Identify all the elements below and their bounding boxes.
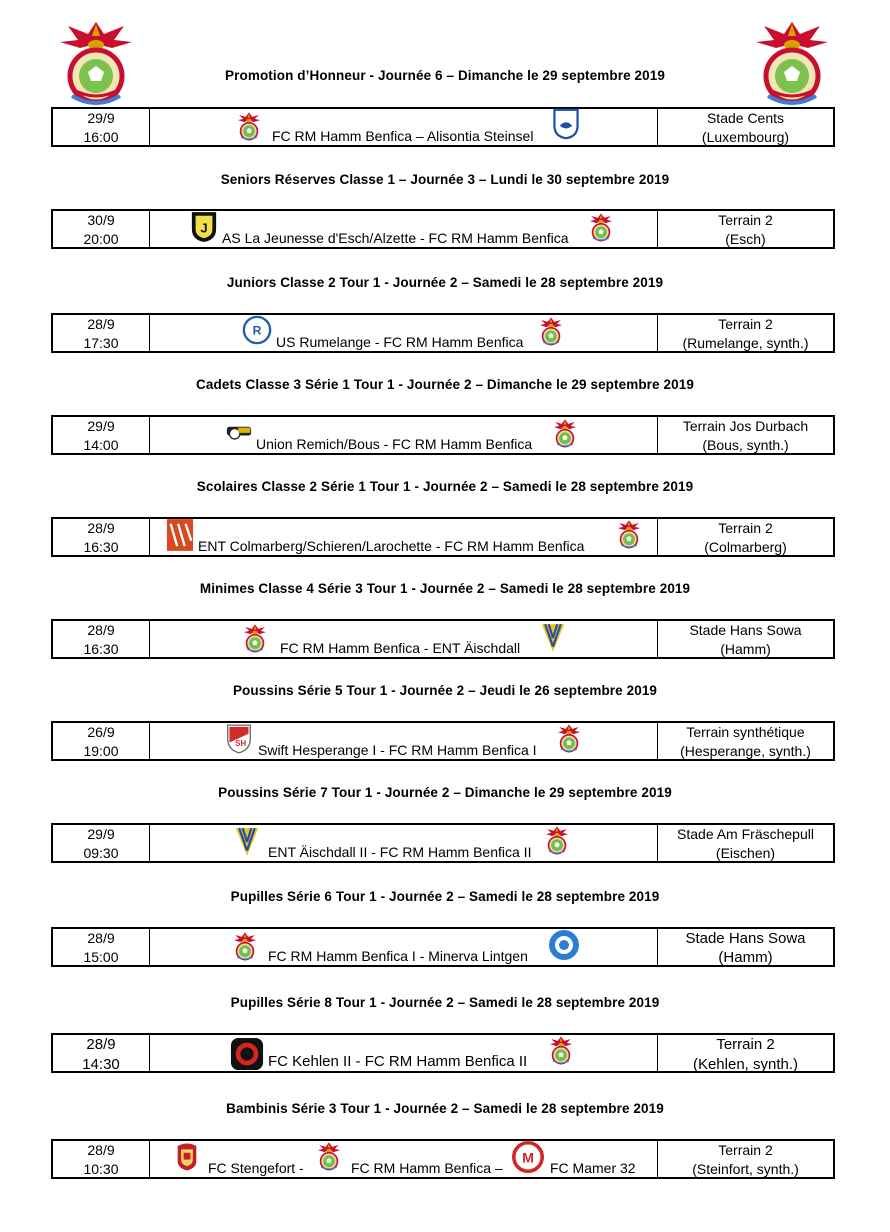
fixture-heading: Promotion d’Honneur - Journée 6 – Dimanche le 29 septembre 2019 — [225, 68, 665, 83]
fixture-heading: Pupilles Série 6 Tour 1 - Journée 2 – Samedi le 28 septembre 2019 — [230, 889, 660, 904]
fixture-venue-location: (Hamm) — [718, 949, 773, 966]
club-crest-right-icon — [746, 18, 838, 110]
fixture-date: 28/9 — [87, 316, 115, 332]
fixture-heading: Poussins Série 5 Tour 1 - Journée 2 – Jeudi le 26 septembre 2019 — [232, 683, 658, 698]
fixture-match: FC RM Hamm Benfica I - Minerva Lintgen — [268, 948, 528, 964]
ent-colmarberg-crest-icon — [166, 518, 194, 552]
fc-mamer-crest-icon — [512, 1141, 544, 1173]
fc-stengefort-crest-icon — [176, 1142, 198, 1172]
fixture-venue: Terrain 2 — [718, 212, 773, 228]
fixture-venue-location: (Rumelange, synth.) — [682, 335, 809, 351]
benfica-crest-icon — [232, 929, 258, 963]
fixture-match: US Rumelange - FC RM Hamm Benfica — [276, 334, 524, 350]
fixture-heading: Poussins Série 7 Tour 1 - Journée 2 – Dimanche le 29 septembre 2019 — [218, 785, 672, 800]
fixture-row — [51, 107, 835, 147]
fixture-date: 28/9 — [86, 1036, 116, 1053]
ent-aischdall-crest-icon — [540, 620, 566, 656]
jeunesse-esch-crest-icon — [190, 209, 218, 245]
fixture-match: FC RM Hamm Benfica – Alisontia Steinsel — [272, 128, 534, 144]
fixture-time: 16:00 — [83, 129, 119, 145]
fixture-venue: Terrain 2 — [716, 1036, 775, 1053]
fixture-venue: Stade Am Fräschepull — [677, 826, 814, 842]
fc-kehlen-crest-icon — [230, 1037, 264, 1071]
fixture-heading: Scolaires Classe 2 Série 1 Tour 1 - Journée 2 – Samedi le 28 septembre 2019 — [196, 479, 694, 494]
fixture-heading: Bambinis Série 3 Tour 1 - Journée 2 – Samedi le 28 septembre 2019 — [226, 1101, 664, 1116]
fixture-match: ENT Colmarberg/Schieren/Larochette - FC RM Hamm Benfica — [198, 538, 585, 554]
fixture-match: FC Kehlen II - FC RM Hamm Benfica II — [268, 1053, 528, 1070]
fixture-row — [51, 823, 835, 863]
fixture-row — [51, 517, 835, 557]
fixture-row — [51, 721, 835, 761]
fixture-heading: Pupilles Série 8 Tour 1 - Journée 2 – Samedi le 28 septembre 2019 — [230, 995, 660, 1010]
fixture-date: 28/9 — [87, 1142, 115, 1158]
fixture-date: 29/9 — [87, 826, 115, 842]
fixture-venue-location: (Hesperange, synth.) — [680, 743, 811, 759]
fixture-time: 10:30 — [83, 1161, 119, 1177]
fixture-time: 16:30 — [83, 641, 119, 657]
fixture-date: 29/9 — [87, 418, 115, 434]
fixture-venue-location: (Eischen) — [715, 845, 776, 861]
fixture-venue-location: (Hamm) — [720, 641, 771, 657]
fixture-match: Swift Hesperange I - FC RM Hamm Benfica I — [258, 742, 537, 758]
fixture-match-middle: FC RM Hamm Benfica – — [351, 1160, 503, 1176]
fixture-time: 15:00 — [83, 949, 119, 965]
fixture-row — [51, 209, 835, 249]
swift-hesperange-crest-icon — [226, 722, 252, 756]
fixture-venue: Terrain Jos Durbach — [682, 418, 809, 434]
fixture-date: 29/9 — [87, 110, 115, 126]
fixture-venue-location: (Colmarberg) — [704, 539, 787, 555]
benfica-crest-icon — [316, 1139, 342, 1173]
fixture-venue: Terrain synthétique — [686, 724, 805, 740]
alisontia-steinsel-crest-icon — [552, 108, 580, 140]
fixture-time: 17:30 — [83, 335, 119, 351]
union-remich-bous-crest-icon — [226, 422, 252, 442]
fixture-heading: Cadets Classe 3 Série 1 Tour 1 - Journée 2 – Dimanche le 29 septembre 2019 — [196, 377, 694, 392]
fixture-venue-location: (Esch) — [725, 231, 766, 247]
fixture-time: 19:00 — [83, 743, 119, 759]
fixture-date: 30/9 — [87, 212, 115, 228]
us-rumelange-crest-icon — [242, 315, 272, 345]
fixture-row — [51, 415, 835, 455]
fixture-date: 28/9 — [87, 520, 115, 536]
fixture-time: 14:30 — [82, 1056, 120, 1073]
fixture-venue: Stade Hans Sowa — [689, 622, 802, 638]
fixture-venue-location: (Luxembourg) — [701, 129, 790, 145]
fixture-date: 28/9 — [87, 930, 115, 946]
fixture-heading: Juniors Classe 2 Tour 1 - Journée 2 – Samedi le 28 septembre 2019 — [226, 275, 664, 290]
fixture-heading: Minimes Classe 4 Série 3 Tour 1 - Journée 2 – Samedi le 28 septembre 2019 — [199, 581, 691, 596]
benfica-crest-icon — [538, 314, 564, 348]
fixture-match: ENT Äischdall II - FC RM Hamm Benfica II — [268, 844, 532, 860]
fixture-venue: Stade Cents — [706, 110, 785, 126]
fixture-row — [51, 927, 835, 967]
fixture-venue: Terrain 2 — [718, 1142, 773, 1158]
benfica-crest-icon — [544, 823, 570, 857]
benfica-crest-icon — [588, 210, 614, 244]
fixture-venue-location: (Kehlen, synth.) — [692, 1056, 799, 1073]
fixture-venue-location: (Steinfort, synth.) — [692, 1161, 799, 1177]
benfica-crest-icon — [556, 721, 582, 755]
fixture-row — [51, 619, 835, 659]
fixture-match: FC RM Hamm Benfica - ENT Äischdall — [280, 640, 521, 656]
fixture-date: 28/9 — [87, 622, 115, 638]
fixture-match-home: FC Stengefort - — [208, 1160, 304, 1176]
minerva-lintgen-crest-icon — [548, 929, 580, 961]
fixture-time: 09:30 — [83, 845, 119, 861]
fixture-match: AS La Jeunesse d'Esch/Alzette - FC RM Hamm Benfica — [222, 230, 569, 246]
fixture-venue-location: (Bous, synth.) — [702, 437, 789, 453]
fixture-time: 16:30 — [83, 539, 119, 555]
fixture-match: Union Remich/Bous - FC RM Hamm Benfica — [256, 436, 533, 452]
benfica-crest-icon — [616, 517, 642, 551]
fixture-row — [51, 1033, 835, 1073]
fixture-venue: Terrain 2 — [718, 316, 773, 332]
club-crest-left-icon — [50, 18, 142, 110]
fixture-time: 20:00 — [83, 231, 119, 247]
benfica-crest-icon — [552, 416, 578, 450]
fixture-heading: Seniors Réserves Classe 1 – Journée 3 – Lundi le 30 septembre 2019 — [220, 172, 670, 187]
benfica-crest-icon — [548, 1033, 574, 1067]
ent-aischdall-crest-icon — [234, 824, 260, 860]
fixture-match-away: FC Mamer 32 — [550, 1160, 636, 1176]
fixture-venue: Terrain 2 — [718, 520, 773, 536]
fixture-time: 14:00 — [83, 437, 119, 453]
fixture-row — [51, 1139, 835, 1179]
benfica-crest-icon — [242, 621, 268, 655]
fixture-row — [51, 313, 835, 353]
fixture-date: 26/9 — [87, 724, 115, 740]
benfica-crest-icon — [236, 109, 262, 143]
fixture-venue: Stade Hans Sowa — [685, 930, 806, 947]
